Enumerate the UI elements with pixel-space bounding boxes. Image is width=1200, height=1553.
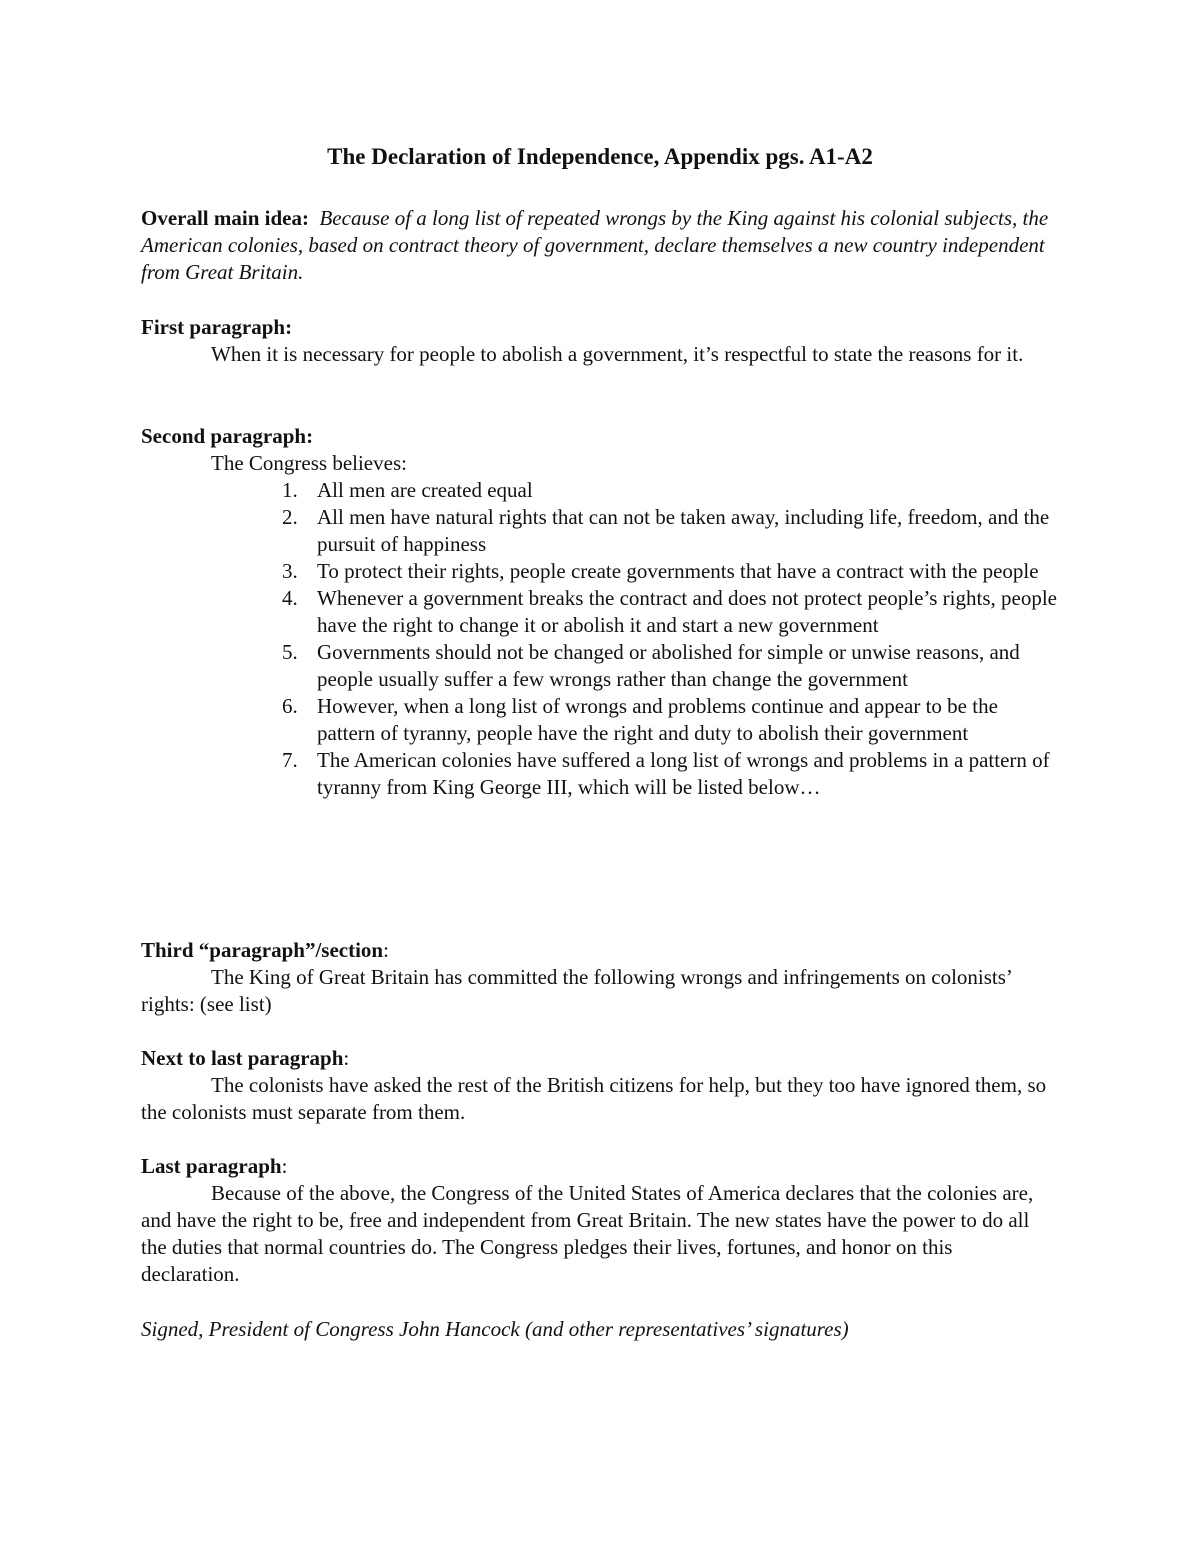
list-item <box>0 504 1060 558</box>
list-item-text: To protect their rights, people create governments that have a contract with the people <box>317 559 1039 583</box>
list-item <box>0 558 1060 585</box>
list-item <box>0 477 1060 504</box>
list-item <box>0 693 1060 747</box>
last-paragraph-text: Because of the above, the Congress of the United States of America declares that the colonies are, and have the right to be, free and independent from Great Britain. The new states have the power to do all the duties that normal countries do. The Congress pledges their lives, fortunes, and honor on this declaration. <box>141 1181 1034 1286</box>
list-item-number: 1. <box>282 478 298 502</box>
second-paragraph-intro: The Congress believes: <box>211 451 407 475</box>
second-paragraph-heading: Second paragraph: <box>141 424 314 448</box>
next-to-last-paragraph-heading: Next to last paragraph <box>141 1046 344 1070</box>
list-item-number: 5. <box>282 640 298 664</box>
list-item-text: However, when a long list of wrongs and problems continue and appear to be the pattern of tyranny, people have the right and duty to abolish their government <box>317 694 998 745</box>
third-paragraph-colon: : <box>383 938 389 962</box>
list-item-text: Governments should not be changed or abolished for simple or unwise reasons, and people usually suffer a few wrongs rather than change the government <box>317 640 1020 691</box>
list-item <box>0 639 1060 693</box>
last-paragraph-colon: : <box>281 1154 288 1178</box>
first-paragraph-text: When it is necessary for people to abolish a government, it’s respectful to state the reasons for it. <box>211 342 1024 366</box>
list-item-text: Whenever a government breaks the contract and does not protect people’s rights, people have the right to change it or abolish it and start a new government <box>317 586 1057 637</box>
document-title: The Declaration of Independence, Appendix pgs. A1-A2 <box>327 144 873 169</box>
third-paragraph-heading-line <box>141 937 1056 964</box>
last-heading-line <box>141 1153 1056 1180</box>
list-item-number: 7. <box>282 748 298 772</box>
last-paragraph-heading: Last paragraph <box>141 1154 282 1178</box>
main-idea-label: Overall main idea: <box>141 206 309 230</box>
next-to-last-paragraph-text: The colonists have asked the rest of the British citizens for help, but they too have ignored them, so the colonists must separate from them. <box>141 1073 1047 1124</box>
first-paragraph-section <box>141 314 1056 368</box>
list-item-number: 3. <box>282 559 298 583</box>
first-paragraph-heading: First paragraph: <box>141 315 293 339</box>
main-idea-text: Because of a long list of repeated wrongs by the King against his colonial subjects, the American colonies, based on contract theory of government, declare themselves a new country independent from Great Britain. <box>141 206 1049 284</box>
third-paragraph-section <box>141 937 1056 1018</box>
list-item <box>0 585 1060 639</box>
list-item-text: All men have natural rights that can not be taken away, including life, freedom, and the pursuit of happiness <box>317 505 1050 556</box>
list-item-number: 6. <box>282 694 298 718</box>
last-paragraph-section <box>141 1153 1056 1288</box>
third-paragraph-heading: Third “paragraph”/section <box>141 938 384 962</box>
list-item <box>0 747 1060 801</box>
next-to-last-heading-line <box>141 1045 1056 1072</box>
second-paragraph-section <box>0 423 1060 801</box>
list-item-text: The American colonies have suffered a long list of wrongs and problems in a pattern of tyranny from King George III, which will be listed below… <box>317 748 1050 799</box>
list-item-text: All men are created equal <box>317 478 533 502</box>
signature-line: Signed, President of Congress John Hancock (and other representatives’ signatures) <box>141 1317 849 1341</box>
third-paragraph-text: The King of Great Britain has committed the following wrongs and infringements on colonists’ rights: (see list) <box>141 965 1012 1016</box>
next-to-last-paragraph-section <box>141 1045 1056 1126</box>
main-idea-section <box>141 205 1056 286</box>
list-item-number: 2. <box>282 505 298 529</box>
next-to-last-paragraph-colon: : <box>343 1046 350 1070</box>
list-item-number: 4. <box>282 586 298 610</box>
beliefs-list <box>0 477 1060 801</box>
